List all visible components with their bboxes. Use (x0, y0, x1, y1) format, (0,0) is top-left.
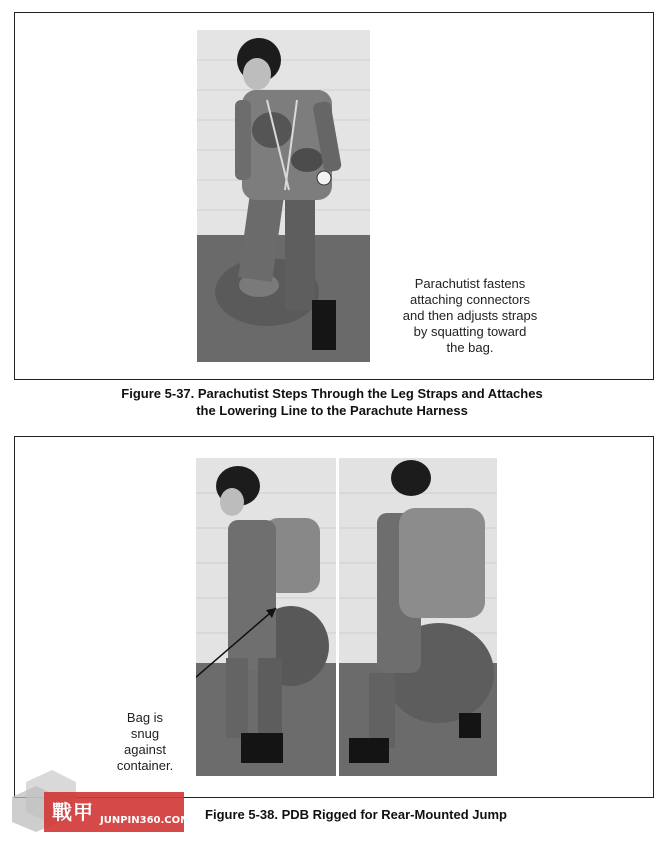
watermark-cn-text: 戰甲 (52, 800, 94, 824)
figure-5-37-callout (385, 276, 555, 356)
figure-5-38-photo-left (196, 458, 336, 776)
figure-5-37-caption (0, 385, 664, 419)
callout-line: the bag. (446, 340, 494, 355)
figure-5-37-photo (197, 30, 370, 362)
callout-line: by squatting toward (413, 324, 527, 339)
caption-line: Figure 5-38. PDB Rigged for Rear-Mounted Jump (205, 807, 507, 822)
callout-line: and then adjusts straps (402, 308, 538, 323)
caption-line: Figure 5-37. Parachutist Steps Through the Leg Straps and Attaches (121, 386, 543, 401)
callout-line: container. (116, 758, 174, 773)
callout-line: Bag is (126, 710, 164, 725)
callout-line: Parachutist fastens (414, 276, 526, 291)
callout-line: attaching connectors (410, 292, 530, 307)
caption-line: the Lowering Line to the Parachute Harness (196, 403, 468, 418)
watermark-en-text: JUNPIN360.COM (100, 815, 191, 826)
callout-line: against (124, 742, 166, 757)
figure-5-38-photo-right (339, 458, 497, 776)
callout-line: snug (130, 726, 160, 741)
